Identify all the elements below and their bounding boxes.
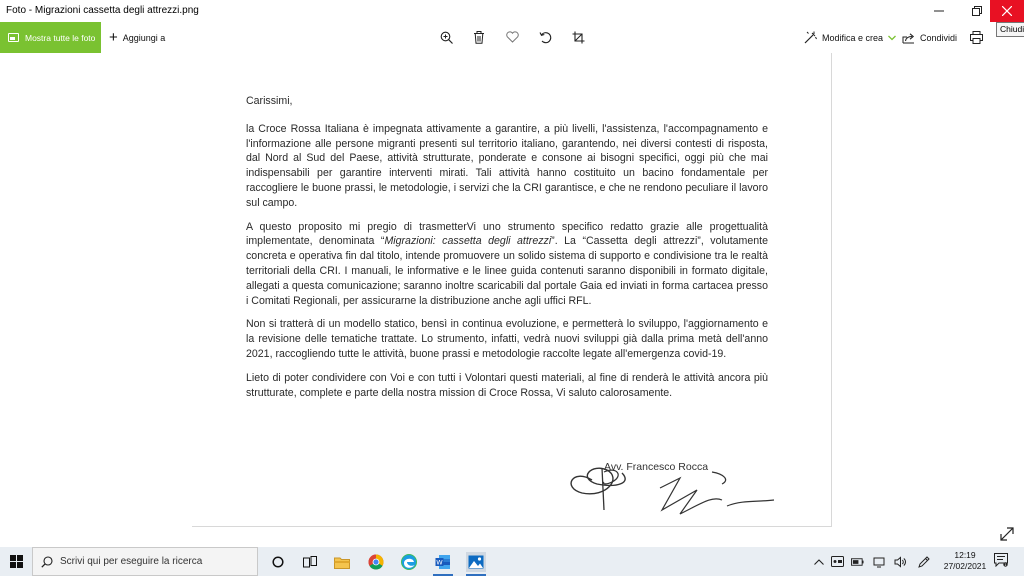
task-view-button[interactable] <box>300 552 320 572</box>
add-to-button[interactable] <box>109 22 165 53</box>
speaker-icon <box>894 556 906 568</box>
add-to-label: Aggiungi a <box>122 32 166 43</box>
crop-icon <box>572 31 585 44</box>
signatory-name: Avv. Francesco Rocca <box>604 461 709 473</box>
search-icon <box>41 556 53 568</box>
photos-icon <box>468 555 484 569</box>
zoom-button[interactable] <box>439 30 453 44</box>
folder-icon <box>334 556 350 569</box>
chrome-icon <box>368 554 384 570</box>
svg-text:W: W <box>436 558 443 567</box>
favorite-button[interactable] <box>505 30 519 44</box>
crop-button[interactable] <box>571 30 585 44</box>
heart-icon <box>506 31 519 43</box>
show-all-photos-button[interactable] <box>0 22 101 53</box>
tray-overflow-button[interactable] <box>812 555 825 568</box>
print-button[interactable] <box>969 30 983 44</box>
expand-icon <box>1000 527 1014 541</box>
battery-button[interactable] <box>851 555 864 568</box>
rotate-button[interactable] <box>538 30 552 44</box>
minimize-icon <box>934 6 944 16</box>
handwritten-signature <box>562 448 782 518</box>
photo-viewer <box>0 53 1024 547</box>
share-icon <box>902 32 915 44</box>
letter-paragraph-3: Non si tratterà di un modello statico, bensì in continua evoluzione, e permetterà lo sviluppo, l'aggiornamento e la revisione delle tematiche trattate. Lo strumento, infatti, vedrà nuovi sviluppi già dalla prima metà dell'anno 2021, raccogliendo tutte le attività, buone prassi e metodologie raccolte legate all'emergenza covid-19. <box>246 318 768 360</box>
minimize-button[interactable] <box>922 0 956 22</box>
battery-icon <box>851 558 864 566</box>
volume-button[interactable] <box>893 555 906 568</box>
notification-icon <box>994 553 1008 567</box>
close-tooltip: Chiudi <box>996 22 1024 37</box>
meet-now-button[interactable] <box>831 555 844 568</box>
letter-paragraph-2 <box>246 220 768 309</box>
file-explorer-button[interactable] <box>332 552 352 572</box>
edit-create-button[interactable] <box>804 22 896 53</box>
paragraph-2-start: A questo proposito mi pregio di trasmetterVi uno strumento specifico redatto grazie alle progettualità implementate, denominata “ <box>246 220 768 248</box>
pen-icon <box>918 556 930 568</box>
clock-time: 12:19 <box>954 550 976 560</box>
close-icon <box>1002 6 1012 16</box>
task-view-icon <box>303 556 317 568</box>
show-all-label: Mostra tutte le foto <box>25 32 96 43</box>
pen-workspace-button[interactable] <box>917 555 930 568</box>
window-title: Foto - Migrazioni cassetta degli attrezzi.png <box>6 5 199 16</box>
title-bar <box>0 0 1024 22</box>
chevron-down-icon <box>888 35 896 41</box>
close-button[interactable] <box>990 0 1024 22</box>
letter-paragraph-4: Lieto di poter condividere con Voi e con tutti i Volontari questi materiali, al fine di renderà le attività ancora più strutturate, complete e parte della nostra mission di Croce Rossa, Vi saluto calorosamente. <box>246 371 768 399</box>
toolkit-title: Migrazioni: cassetta degli attrezzi <box>384 235 552 248</box>
action-center-button[interactable] <box>994 553 1010 569</box>
network-button[interactable] <box>872 555 885 568</box>
word-button[interactable] <box>433 552 453 572</box>
taskbar <box>0 547 1024 576</box>
edge-button[interactable] <box>399 552 419 572</box>
edit-create-icon <box>804 31 817 44</box>
delete-icon <box>473 31 485 44</box>
photo-collection-icon <box>8 33 19 42</box>
cortana-button[interactable] <box>268 552 288 572</box>
chevron-up-icon <box>814 559 824 565</box>
word-icon <box>435 554 451 570</box>
restore-icon <box>972 6 982 16</box>
network-icon <box>873 556 885 568</box>
paragraph-2-end: ”. La “Cassetta degli attrezzi”, volutamente concreta e operativa fin dal titolo, intende promuovere un solido sistema di supporto e condivisione tra le realtà territoriali della CRI. I manuali, le informative e le linee guida contenuti saranno disponibili in formato digitale, allegati a questa comunicazione; saranno inoltre scaricabili dal portale Gaia ed inviati in forma cartacea presso i Comitati Regionali, per assicurarne la distribuzione anche agli uffici RFL. <box>246 235 768 307</box>
fullscreen-button[interactable] <box>1000 527 1016 543</box>
letter-paragraph-1: la Croce Rossa Italiana è impegnata attivamente a garantire, a più livelli, l'assistenza, l'accompagnamento e l'informazione alle persone migranti presenti sul territorio italiano, garantendo, nei diversi contesti di risposta, dal Nord al Sud del Paese, attività strutturate, ponderate e consone ai bisogni specifici, oggi più che mai indispensabili per garantire interventi mirati. Tali attività hanno costituito un bacino fondamentale per raccogliere le buone prassi, le metodologie, i servizi che la CRI garantisce, e che ne rendono peculiare il lavoro sul campo. <box>246 122 768 209</box>
chrome-button[interactable] <box>366 552 386 572</box>
meet-now-icon <box>831 556 844 567</box>
edit-create-label: Modifica e crea <box>822 32 884 43</box>
clock[interactable] <box>940 550 990 572</box>
start-button[interactable] <box>0 547 32 576</box>
restore-button[interactable] <box>960 0 994 22</box>
svg-text:1: 1 <box>1004 562 1007 567</box>
photos-taskbar-button[interactable] <box>466 552 486 572</box>
share-button[interactable] <box>902 22 957 53</box>
zoom-icon <box>440 31 453 44</box>
toolbar <box>0 22 1024 53</box>
windows-logo-icon <box>10 555 23 568</box>
document-image <box>192 53 832 527</box>
rotate-icon <box>539 31 552 44</box>
edge-icon <box>401 554 417 570</box>
plus-icon: + <box>109 29 118 46</box>
letter-text <box>246 94 768 409</box>
delete-button[interactable] <box>472 30 486 44</box>
taskbar-search[interactable] <box>32 547 258 576</box>
search-placeholder: Scrivi qui per eseguire la ricerca <box>60 556 203 567</box>
clock-date: 27/02/2021 <box>943 561 987 571</box>
letter-greeting: Carissimi, <box>246 95 293 107</box>
cortana-icon <box>272 556 284 568</box>
print-icon <box>970 31 983 44</box>
share-label: Condividi <box>920 32 958 43</box>
signature <box>562 448 782 518</box>
